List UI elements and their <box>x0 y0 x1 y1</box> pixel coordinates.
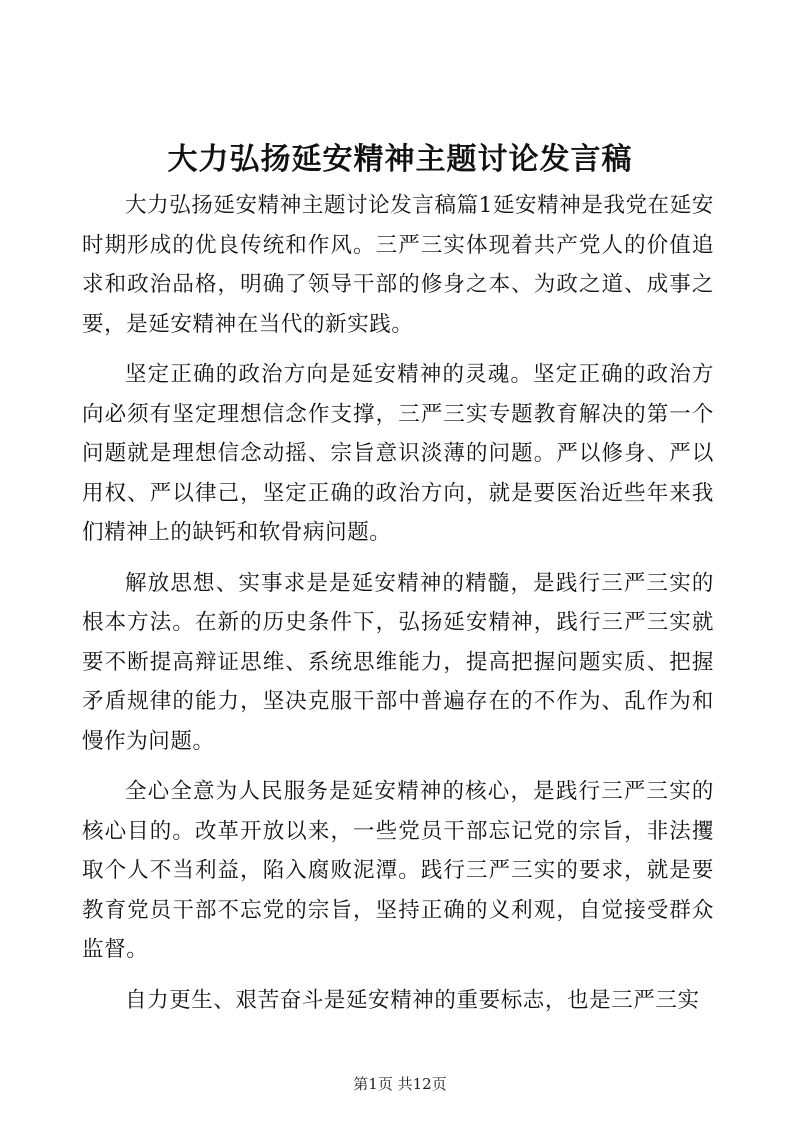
paragraph-5: 自力更生、艰苦奋斗是延安精神的重要标志，也是三严三实 <box>125 987 700 1013</box>
paragraph-3: 解放思想、实事求是是延安精神的精髓，是践行三严三实的根本方法。在新的历史条件下，弘扬延安精神，践行三严三实就要不断提高辩证思维、系统思维能力，提高把握问题实质、把握矛盾规律的能力，坚决克服干部中普遍存在的不作为、乱作为和慢作为问题。 <box>82 570 714 754</box>
document-title: 大力弘扬延安精神主题讨论发言稿 <box>167 142 633 177</box>
document-body <box>82 186 714 1031</box>
paragraph-2: 坚定正确的政治方向是延安精神的灵魂。坚定正确的政治方向必须有坚定理想信念作支撑，三严三实专题教育解决的第一个问题就是理想信念动摇、宗旨意识淡薄的问题。严以修身、严以用权、严以律己，坚定正确的政治方向，就是要医治近些年来我们精神上的缺钙和软骨病问题。 <box>82 362 714 545</box>
paragraph-1: 大力弘扬延安精神主题讨论发言稿篇1延安精神是我党在延安时期形成的优良传统和作风。三严三实体现着共产党人的价值追求和政治品格，明确了领导干部的修身之本、为政之道、成事之要，是延安精神在当代的新实践。 <box>82 193 714 337</box>
paragraph-4: 全心全意为人民服务是延安精神的核心，是践行三严三实的核心目的。改革开放以来，一些党员干部忘记党的宗旨，非法攫取个人不当利益，陷入腐败泥潭。践行三严三实的要求，就是要教育党员干部不忘党的宗旨，坚持正确的义利观，自觉接受群众监督。 <box>82 779 714 962</box>
page-number-footer: 第1页 共12页 <box>353 1075 447 1093</box>
